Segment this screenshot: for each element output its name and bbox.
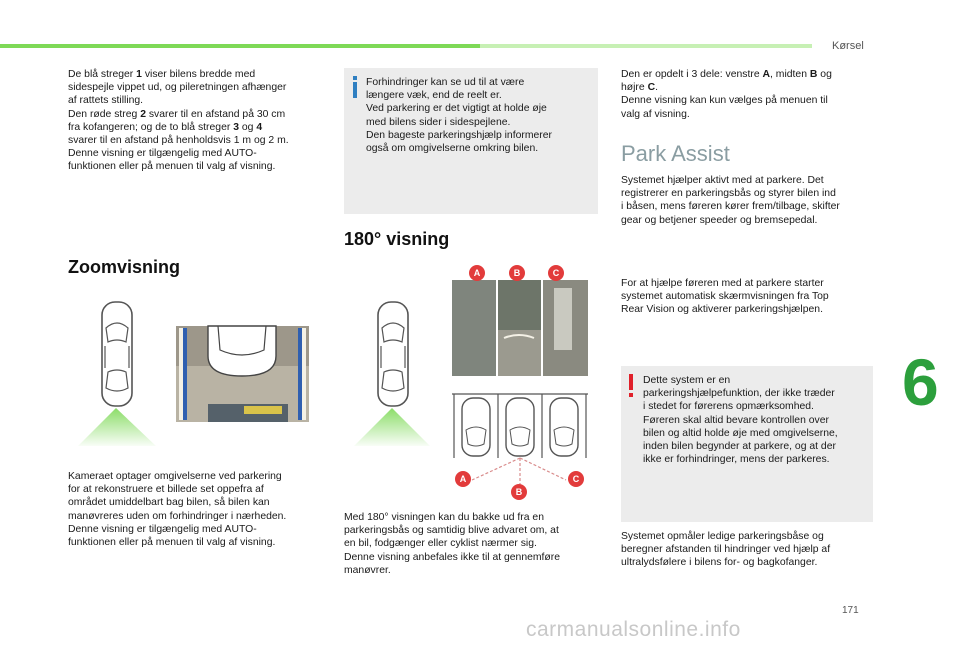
text-line: systemet automatisk skærmvisningen fra Top — [621, 291, 829, 303]
info-box — [344, 68, 598, 214]
text-line: manøvreres uden om forhindringer i nærheden. — [68, 510, 287, 522]
text-line: Kameraet optager omgivelserne ved parkering — [68, 471, 282, 482]
text-line: gear og betjener speeder og bremsepedal. — [621, 214, 818, 226]
text-line: Denne visning anbefales ikke til at gennemføre — [344, 551, 561, 563]
text-line: Denne visning er tilgængelig med AUTO- — [68, 148, 257, 160]
label-b-bottom: B — [511, 484, 527, 500]
text-line: Føreren skal altid bevare kontrollen over — [643, 414, 829, 426]
info-text — [366, 76, 594, 155]
text-line: Dette system er en — [643, 375, 731, 386]
text-line: for at rekonstruere et billede set oppefra af — [68, 484, 264, 496]
text-line: funktionen eller på menuen til valg af visning. — [68, 537, 276, 549]
text-line: Den røde streg 2 svarer til en afstand på 30 cm — [68, 108, 286, 120]
text-line: i stedet for førerens opmærksomhed. — [643, 401, 814, 413]
zoom-figure — [68, 298, 333, 448]
park-assist-p2 — [621, 277, 877, 317]
text-line: Systemet opmåler ledige parkeringsbåse og — [621, 531, 824, 542]
text-line: svarer til en afstand på henholdsvis 1 m og 2 m. — [68, 135, 289, 147]
page-number: 171 — [842, 605, 859, 616]
text-line: For at hjælpe føreren med at parkere starter — [621, 278, 824, 289]
col3-intro — [621, 68, 875, 121]
section-bar — [0, 44, 480, 48]
text-line: Den bageste parkeringshjælp informerer — [366, 129, 552, 141]
text-line: parkeringshjælpefunktion, der ikke træder — [643, 388, 835, 400]
view180-camera-image — [452, 280, 588, 376]
exclamation-icon — [626, 374, 636, 398]
text-line: manøvrer. — [344, 564, 391, 576]
text-line: ikke er forhindringer, mens der parkeres. — [643, 454, 830, 466]
park-assist-p3 — [621, 530, 877, 570]
text-line: Denne visning kan kun vælges på menuen til — [621, 95, 828, 107]
text-line: Denne visning er tilgængelig med AUTO- — [68, 523, 257, 535]
text-line: registrerer en parkeringsbås og styrer bilen ind — [621, 188, 836, 200]
text-line: området umiddelbart bag bilen, så bilen kan — [68, 497, 270, 509]
zoom-body — [68, 470, 338, 549]
view180-body — [344, 511, 600, 577]
col1-intro — [68, 68, 333, 174]
text-line: af rattets stilling. — [68, 95, 144, 107]
text-line: i båsen, mens føreren kører frem/tilbage, skifter — [621, 201, 840, 213]
text-line: fra kofangeren; og de to blå streger 3 og 4 — [68, 121, 263, 133]
car-top-icon — [102, 302, 132, 406]
text-line: De blå streger 1 viser bilens bredde med — [68, 69, 256, 80]
warning-text — [643, 374, 871, 466]
text-line: Ved parkering er det vigtigt at holde øje — [366, 103, 547, 115]
text-line: inden bilen begynder at parkere, og at der — [643, 441, 836, 453]
info-icon — [350, 76, 360, 98]
camera-field-cone — [78, 408, 156, 446]
text-line: Den er opdelt i 3 dele: venstre A, midten B og — [621, 69, 832, 80]
parking-bays — [452, 394, 588, 484]
label-c-top: C — [548, 265, 564, 281]
text-line: længere væk, end de reelt er. — [366, 90, 502, 102]
zoom-heading: Zoomvisning — [68, 257, 180, 277]
label-a-bottom: A — [455, 471, 471, 487]
text-line: højre C. — [621, 82, 658, 94]
text-line: valg af visning. — [621, 108, 690, 120]
chapter-number: 6 — [902, 345, 939, 419]
text-line: bilen og altid holde øje med omgivelserne, — [643, 427, 838, 439]
label-c-bottom: C — [568, 471, 584, 487]
text-line: sidespejle vippet ud, og pileretningen afhænger — [68, 82, 287, 94]
text-line: Rear Vision og aktiverer parkeringshjælpen. — [621, 304, 823, 316]
section-title: Kørsel — [832, 40, 864, 52]
text-line: parkeringsbås og samtidig blive advaret om, at — [344, 525, 559, 537]
park-assist-heading: Park Assist — [621, 141, 730, 166]
text-line: Forhindringer kan se ud til at være — [366, 77, 525, 88]
park-assist-p1 — [621, 174, 877, 227]
text-line: ultralydsfølere i bilens for- og bagkofanger. — [621, 557, 818, 569]
watermark: carmanualsonline.info — [526, 618, 741, 641]
text-line: beregner afstanden til hindringer ved hjælp af — [621, 544, 831, 556]
text-line: funktionen eller på menuen til valg af visning. — [68, 161, 276, 173]
text-line: med bilens sider i sidespejlene. — [366, 116, 511, 128]
zoom-camera-image — [176, 326, 309, 422]
text-line: Med 180° visningen kan du bakke ud fra en — [344, 512, 544, 523]
view180-figure — [344, 258, 598, 498]
camera-field-cone — [354, 408, 430, 446]
label-b-top: B — [509, 265, 525, 281]
warning-box — [621, 366, 873, 522]
label-a-top: A — [469, 265, 485, 281]
section-bar-light — [480, 44, 812, 48]
text-line: Systemet hjælper aktivt med at parkere. Det — [621, 175, 824, 186]
text-line: en bil, fodgænger eller cyklist nærmer sig. — [344, 538, 537, 550]
car-top-icon — [378, 302, 408, 406]
text-line: også om omgivelserne omkring bilen. — [366, 143, 539, 155]
view180-heading: 180° visning — [344, 229, 450, 249]
